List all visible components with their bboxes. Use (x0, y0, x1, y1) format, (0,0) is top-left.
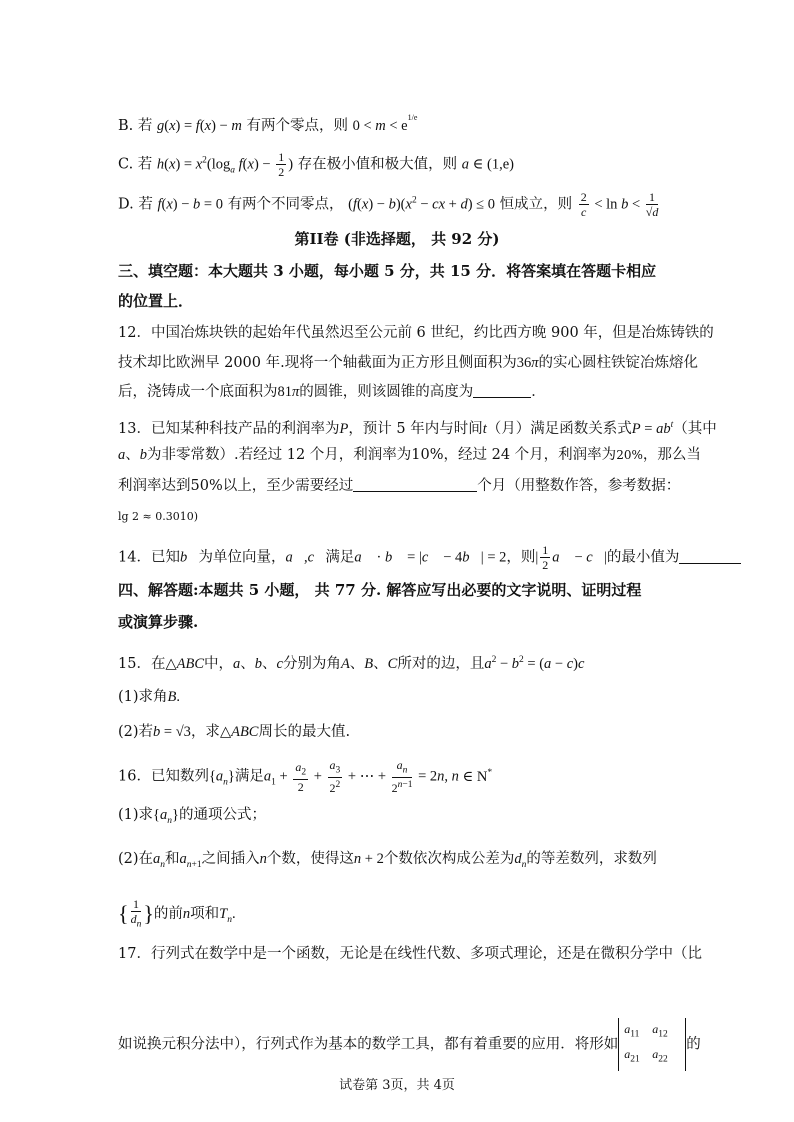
determinant-2x2: $a_{11}$ $a_{12}$ $a_{21}$ $a_{22}$ (618, 1018, 686, 1071)
q13-text-d: （其中 (673, 420, 717, 437)
q16-part2-text-b: 和 (165, 851, 180, 867)
q16-part2-text-a: (2)在 (118, 851, 154, 867)
q15-text-b: 中， (204, 655, 233, 672)
q16-part1-text-a: (1)求 (118, 807, 154, 823)
option-d-label: D. (118, 196, 134, 213)
q15-text-a: 15．在 (118, 655, 166, 672)
option-b-text2: 有两个零点，则 (246, 118, 348, 134)
q13-text-a: 13．已知某种科技产品的利润率为 (118, 420, 340, 437)
q15-part2: (2)若b = √3，求△ABC周长的最大值. (118, 724, 351, 740)
q13-answer-blank[interactable] (353, 477, 477, 492)
q16-part2-text-e: 个数依次构成公差为 (383, 851, 515, 867)
q15-part1-text: (1)求角 (118, 689, 168, 705)
q13-text-c: （月）满足函数关系式 (486, 420, 632, 437)
option-b-text1: 若 (137, 118, 153, 134)
q16-part2-text-f: 的等差数列，求数列 (526, 851, 657, 867)
q16-line1: 16．已知数列$\{a_n\}$满足$a_1$ + $\frac{a_2}{2}$ + $\frac{a_3}{2^2}$ + ⋯ + $\frac{a_n}{2^{n-1}}$ = 2n, n ∈ N* (118, 758, 493, 796)
q16-part2-text-g: 的前 (153, 906, 183, 923)
q17-text-b: 的 (686, 1036, 701, 1053)
q14-text-e: 的最小值为 (606, 549, 680, 566)
q13-text-e: 为非零常数）.若经过 12 个月，利润率为10%，经过 24 个月，利润率为 (147, 447, 617, 463)
q16-text-b: 满足 (234, 768, 264, 785)
q12-answer-blank[interactable] (473, 383, 531, 398)
option-d-text2: 有两个不同零点， (227, 196, 344, 213)
q16-part1: (1)求$\{a_n\}$的通项公式； (118, 807, 266, 826)
page-footer: 试卷第 3页，共 4页 (339, 1078, 455, 1093)
section-4-heading-line1: 四、解答题:本题共 5 小题， 共 77 分. 解答应写出必要的文字说明、证明过程 (118, 581, 642, 599)
q12-line2: 技术却比欧洲早 2000 年.现将一个轴截面为正方形且侧面积为36π的实心圆柱铁锭冶炼熔化 (118, 355, 698, 371)
q12-line2-text-a: 技术却比欧洲早 2000 年.现将一个轴截面为正方形且侧面积为 (118, 355, 517, 371)
section-3-heading-line2: 的位置上． (118, 292, 194, 310)
option-c-text2: 存在极小值和极大值，则 (297, 156, 458, 173)
q14-line: 14．已知b⃗为单位向量，a⃗,c⃗满足a⃗ · b⃗ = |c⃗ − 4b⃗| = 2，则| $\frac{1}{2}$ a⃗ − c⃗|的最小值为 (118, 543, 741, 572)
option-d-text3: 恒成立，则 (499, 196, 573, 213)
q12-line3-text-b: 的圆锥，则该圆锥的高度为 (299, 384, 474, 400)
q15-text-c: 分别为角 (282, 655, 341, 672)
q13-text-f: ，那么当 (642, 447, 701, 463)
option-d: D. 若 f(x) − b = 0 有两个不同零点， $(f(x) - b)(x^2$ − cx + d) ≤ 0 恒成立，则 $\frac{2}{c}$ < ln b < $\frac{1}{√d}$ (118, 190, 659, 219)
q15-line1: 15．在△ABC中，a、b、c分别为角A、B、C所对的边，且$a^2 - b^2 = (a - c)c$ (118, 655, 585, 672)
q12-line3-end: ． (531, 384, 546, 400)
option-b-label: B. (118, 118, 134, 134)
q14-text-c: 满足 (325, 549, 355, 566)
q12-line2-text-b: 的实心圆柱铁锭冶炼熔化 (538, 355, 698, 371)
q14-text-b: 为单位向量， (198, 549, 286, 566)
option-c-formula: h (156, 156, 165, 173)
q13-line3 (118, 476, 680, 496)
q13-line1: 13．已知某种科技产品的利润率为P，预计 5 年内与时间t（月）满足函数关系式$P = ab^t$（其中 (118, 420, 717, 437)
q15-part2-text-b: ，求 (190, 724, 220, 740)
q15-part2-text-a: (2)若 (118, 724, 154, 740)
section-2-title: 第II卷 (非选择题， 共 92 分) (294, 230, 500, 248)
q14-text-d: ，则 (506, 549, 536, 566)
q13-text-h: 个月（用整数作答，参考数据： (477, 478, 681, 494)
q17-line2 (118, 1018, 701, 1071)
q14-answer-blank[interactable] (679, 549, 741, 564)
q13-text-g: 利润率达到50%以上，至少需要经过 (118, 478, 354, 494)
q17-text-a: 如说换元积分法中），行列式作为基本的数学工具，都有着重要的应用．将形如 (118, 1036, 619, 1053)
q15-part2-text-c: 周长的最大值. (258, 724, 351, 740)
option-c-label: C. (118, 156, 134, 173)
q15-text-d: 所对的边，且 (397, 655, 485, 672)
q13-line2: a、b为非零常数）.若经过 12 个月，利润率为10%，经过 24 个月，利润率为20%，那么当 (118, 447, 701, 463)
q12-line1: 12．中国冶炼块铁的起始年代虽然迟至公元前 6 世纪，约比西方晚 900 年，但是冶炼铸铁的 (118, 325, 714, 341)
q13-text-b: ，预计 5 年内与时间 (348, 420, 483, 437)
option-d-text1: 若 (138, 196, 153, 213)
q16-part2-text-h: 项和 (190, 906, 220, 923)
q15-part1: (1)求角B. (118, 689, 181, 705)
option-c-text1: 若 (137, 156, 153, 173)
q16-part2-text-c: 之间插入 (201, 851, 260, 867)
q14-text-a: 14．已知 (118, 549, 180, 566)
option-c: C. 若 $h(x) = x^2(\log_a$ f(x) − $\frac{1}{2}$ ) 存在极小值和极大值，则 a ∈ (1,e) (118, 150, 514, 179)
section-3-heading-line1: 三、填空题：本大题共 3 小题，每小题 5 分，共 15 分．将答案填在答题卡相应 (118, 262, 657, 280)
q16-text-a: 16．已知数列 (118, 768, 209, 785)
option-b-range: $0 < m < e^{1/e}$ (352, 113, 418, 134)
q17-line1: 17．行列式在数学中是一个函数，无论是在线性代数、多项式理论，还是在微积分学中（比 (118, 946, 702, 962)
q12-line3: 后，浇铸成一个底面积为81π的圆锥，则该圆锥的高度为 ． (118, 384, 546, 400)
q16-part2-text-d: 个数，使得这 (266, 851, 354, 867)
option-b: B. 若 g(x) = f(x) − m 有两个零点，则 $0 < m < e^{1/e}$ (118, 113, 418, 134)
q12-line3-text-a: 后，浇铸成一个底面积为 (118, 384, 278, 400)
q13-reference-data: lg 2 ≈ 0.3010) (118, 510, 199, 523)
q16-part2: (2)在$a_n$和$a_{n+1}$之间插入n个数，使得这n + 2个数依次构成公差为$d_n$的等差数列，求数列 (118, 851, 657, 870)
q16-part2-cont: { $\frac{1}{d_n}$ }的前n项和$T_n$. (118, 897, 236, 930)
option-b-formula: g (156, 118, 165, 134)
section-4-heading-line2: 或演算步骤. (118, 613, 199, 631)
q16-part1-text-b: 的通项公式； (178, 807, 266, 823)
